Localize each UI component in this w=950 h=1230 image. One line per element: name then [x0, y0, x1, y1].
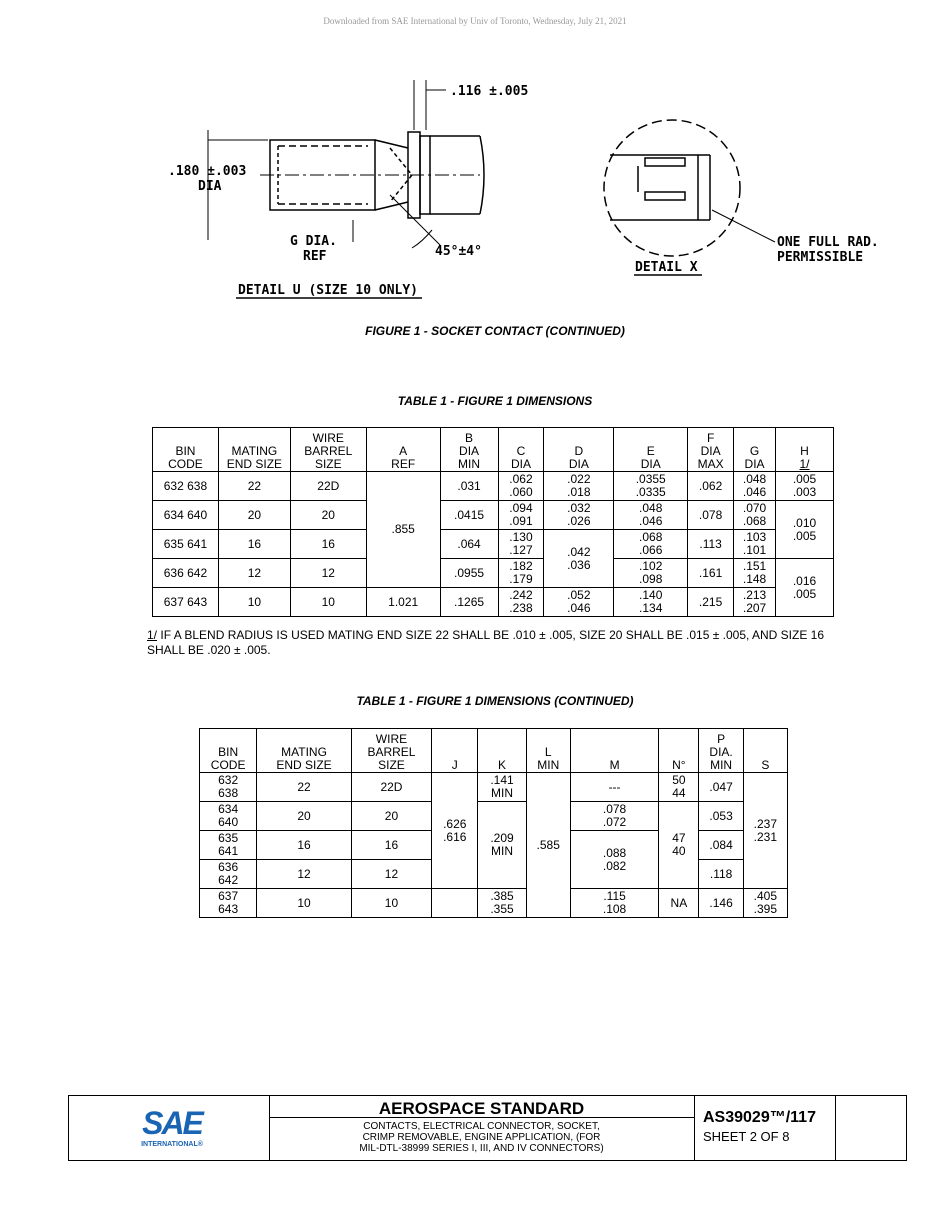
- detail-u: [208, 80, 484, 248]
- table-row: 635 641 16 16 .088 .082 .084: [200, 831, 788, 860]
- detail-u-caption: DETAIL U (SIZE 10 ONLY): [238, 283, 419, 298]
- g-dia-label: G DIA.: [290, 234, 337, 249]
- detail-x-note-1: ONE FULL RAD.: [777, 235, 879, 250]
- dim-180: .180 ±.003: [168, 164, 247, 179]
- dia-label: DIA: [198, 179, 222, 194]
- table-row: 635 641 16 16 .064 .130 .127 .042 .036 .068 .066 .113 .103 .101: [153, 530, 834, 559]
- table1-title: TABLE 1 - FIGURE 1 DIMENSIONS: [397, 394, 593, 408]
- table2-title: TABLE 1 - FIGURE 1 DIMENSIONS (CONTINUED): [356, 694, 634, 708]
- figure-drawing: [150, 70, 910, 310]
- detail-x-caption: DETAIL X: [635, 260, 698, 275]
- detail-x-note-2: PERMISSIBLE: [777, 250, 864, 265]
- table-row: 637 643 10 10 .385 .355 .115 .108 NA .146 .405 .395: [200, 889, 788, 918]
- table-row: 634 640 20 20 .0415 .094 .091 .032 .026 .048 .046 .078 .070 .068 .010 .005: [153, 501, 834, 530]
- angle-label: 45°±4°: [435, 244, 482, 259]
- table-row: 632 638 22 22D .855 .031 .062 .060 .022 .018 .0355 .0335 .062 .048 .046 .005 .003: [153, 472, 834, 501]
- detail-x: [604, 120, 775, 256]
- table-row: 634 640 20 20 .209 MIN .078 .072 47 40 .053: [200, 802, 788, 831]
- svg-text:INTERNATIONAL®: INTERNATIONAL®: [141, 1141, 203, 1148]
- sheet-number: SHEET 2 OF 8: [703, 1129, 790, 1144]
- table1-header-row: BIN CODE MATING END SIZE WIRE BARREL SIZE A REF B DIA MIN C DIA D DIA E DIA F DIA MAX G DIA H 1/: [153, 428, 834, 472]
- figure-title: FIGURE 1 - SOCKET CONTACT (CONTINUED): [365, 324, 625, 338]
- table-row: 637 643 10 10 1.021 .1265 .242 .238 .052 .046 .140 .134 .215 .213 .207: [153, 588, 834, 617]
- footnote-text: IF A BLEND RADIUS IS USED MATING END SIZE 22 SHALL BE .010 ± .005, SIZE 20 SHALL BE .015 ± .005, AND SIZE 16 SHALL BE .020 ± .005.: [147, 628, 825, 657]
- table1: [152, 427, 834, 617]
- table-row: 636 642 12 12 .118: [200, 860, 788, 889]
- download-note: Downloaded from SAE International by Univ of Toronto, Wednesday, July 21, 2021: [323, 16, 627, 26]
- footnote: [147, 628, 827, 658]
- table2-header-row: BIN CODE MATING END SIZE WIRE BARREL SIZE J K L MIN M N° P DIA. MIN S: [200, 729, 788, 773]
- footnote-mark: 1/: [147, 628, 158, 642]
- title-block: [68, 1095, 907, 1161]
- aerospace-standard-label: AEROSPACE STANDARD: [378, 1099, 585, 1118]
- table2: [199, 728, 788, 918]
- table-row: 636 642 12 12 .0955 .182 .179 .102 .098 .161 .151 .148 .016 .005: [153, 559, 834, 588]
- dim-116: .116 ±.005: [450, 84, 529, 99]
- document-number: AS39029™/117: [703, 1109, 816, 1126]
- svg-text:SAE: SAE: [142, 1106, 202, 1141]
- table-row: 632 638 22 22D .626 .616 .141 MIN .585 --- 50 44 .047 .237 .231: [200, 773, 788, 802]
- ref-label: REF: [303, 249, 327, 264]
- document-description: CONTACTS, ELECTRICAL CONNECTOR, SOCKET, CRIMP REMOVABLE, ENGINE APPLICATION, (FOR MIL-DTL-38999 SERIES I, III, AND IV CONNECTORS): [359, 1121, 604, 1154]
- sae-logo: [137, 1106, 207, 1150]
- a-merged: .855: [366, 472, 440, 588]
- detail-x-circle: [604, 120, 740, 256]
